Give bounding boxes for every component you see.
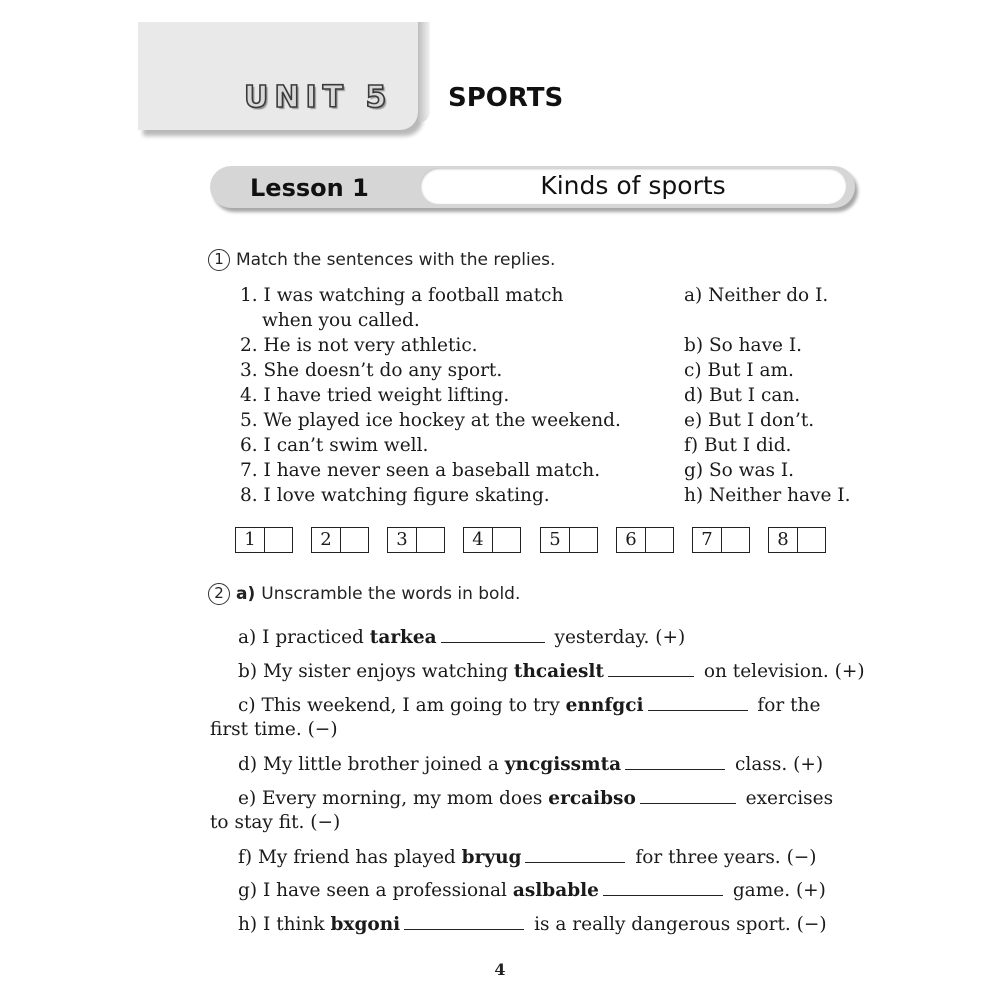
item-text: game. (+) [726,880,826,901]
sentence-4: 4. I have tried weight lifting. [240,385,510,406]
answer-box-number: 3 [388,528,417,552]
answer-box-number: 7 [693,528,722,552]
sentence-5: 5. We played ice hockey at the weekend. [240,410,621,431]
answer-box-2[interactable] [311,527,369,553]
unit-tab-edge [418,22,430,122]
answer-box-number: 4 [464,528,493,552]
unscramble-item-c-cont: first time. (−) [210,719,338,740]
item-text: for three years. (−) [629,847,817,868]
scrambled-word: bryug [461,847,522,868]
answer-box-7[interactable] [692,527,750,553]
answer-box-number: 8 [769,528,798,552]
item-text: for the [751,695,821,716]
answer-box-6[interactable] [616,527,674,553]
answer-blank[interactable] [441,624,545,643]
reply-d: d) But I can. [684,385,801,406]
answer-box-number: 6 [617,528,646,552]
item-text: is a really dangerous sport. (−) [528,914,827,935]
answer-blank[interactable] [603,877,723,896]
scrambled-word: aslbable [512,880,599,901]
answer-box-number: 2 [312,528,341,552]
exercise-2-instruction: Unscramble the words in bold. [261,584,521,604]
scrambled-word: ercaibso [548,788,636,809]
item-text: a) I practiced [238,627,370,648]
answer-blank[interactable] [625,751,725,770]
answer-blank[interactable] [404,911,524,930]
item-text: c) This weekend, I am going to try [238,695,566,716]
unscramble-item-f [238,844,817,870]
unscramble-item-b [238,658,865,684]
scrambled-word: ennfgci [565,695,644,716]
unit-title: SPORTS [448,83,564,113]
reply-b: b) So have I. [684,335,803,356]
item-text: f) My friend has played [238,847,462,868]
sentence-2: 2. He is not very athletic. [240,335,478,356]
sentence-1: 1. I was watching a football match [240,285,564,306]
unscramble-item-a [238,624,685,650]
reply-h: h) Neither have I. [684,485,851,506]
unscramble-item-d [238,751,823,777]
answer-blank[interactable] [525,844,625,863]
unscramble-item-h [238,911,827,937]
answer-box-5[interactable] [540,527,598,553]
page-number: 4 [494,960,506,979]
unscramble-item-g [238,877,826,903]
sentence-8: 8. I love watching figure skating. [240,485,550,506]
reply-g: g) So was I. [684,460,795,481]
item-text: on television. (+) [697,661,865,682]
item-text: d) My little brother joined a [238,754,505,775]
answer-box-number: 1 [236,528,265,552]
exercise-2-header [208,582,520,606]
answer-box-number: 5 [541,528,570,552]
item-text: yesterday. (+) [548,627,686,648]
exercise-2-number: 2 [208,583,230,605]
scrambled-word: bxgoni [330,914,401,935]
sentence-1-cont: when you called. [262,310,420,331]
scrambled-word: tarkea [369,627,437,648]
exercise-1-instruction: Match the sentences with the replies. [236,250,556,270]
answer-box-4[interactable] [463,527,521,553]
item-text: h) I think [238,914,331,935]
sentence-3: 3. She doesn’t do any sport. [240,360,503,381]
scrambled-word: thcaieslt [513,661,604,682]
exercise-2-sub-label: a) [236,584,256,604]
answer-box-8[interactable] [768,527,826,553]
reply-f: f) But I did. [684,435,792,456]
item-text: b) My sister enjoys watching [238,661,514,682]
answer-box-1[interactable] [235,527,293,553]
sentence-7: 7. I have never seen a baseball match. [240,460,601,481]
item-text: exercises [739,788,834,809]
unscramble-item-c [238,692,820,718]
exercise-1-number: 1 [208,249,230,271]
unscramble-item-e [238,785,833,811]
item-text: class. (+) [729,754,824,775]
exercise-1-header [208,248,555,272]
answer-blank[interactable] [648,692,748,711]
unscramble-item-e-cont: to stay fit. (−) [210,812,341,833]
answer-blank[interactable] [640,785,736,804]
sentence-6: 6. I can’t swim well. [240,435,429,456]
reply-a: a) Neither do I. [684,285,829,306]
lesson-topic: Kinds of sports [540,171,726,200]
scrambled-word: yncgissmta [504,754,622,775]
answer-box-3[interactable] [387,527,445,553]
item-text: g) I have seen a professional [238,880,513,901]
unit-label: UNIT 5 [244,80,393,115]
reply-e: e) But I don’t. [684,410,815,431]
item-text: e) Every morning, my mom does [238,788,549,809]
lesson-label: Lesson 1 [250,174,369,202]
reply-c: c) But I am. [684,360,794,381]
answer-blank[interactable] [608,658,694,677]
